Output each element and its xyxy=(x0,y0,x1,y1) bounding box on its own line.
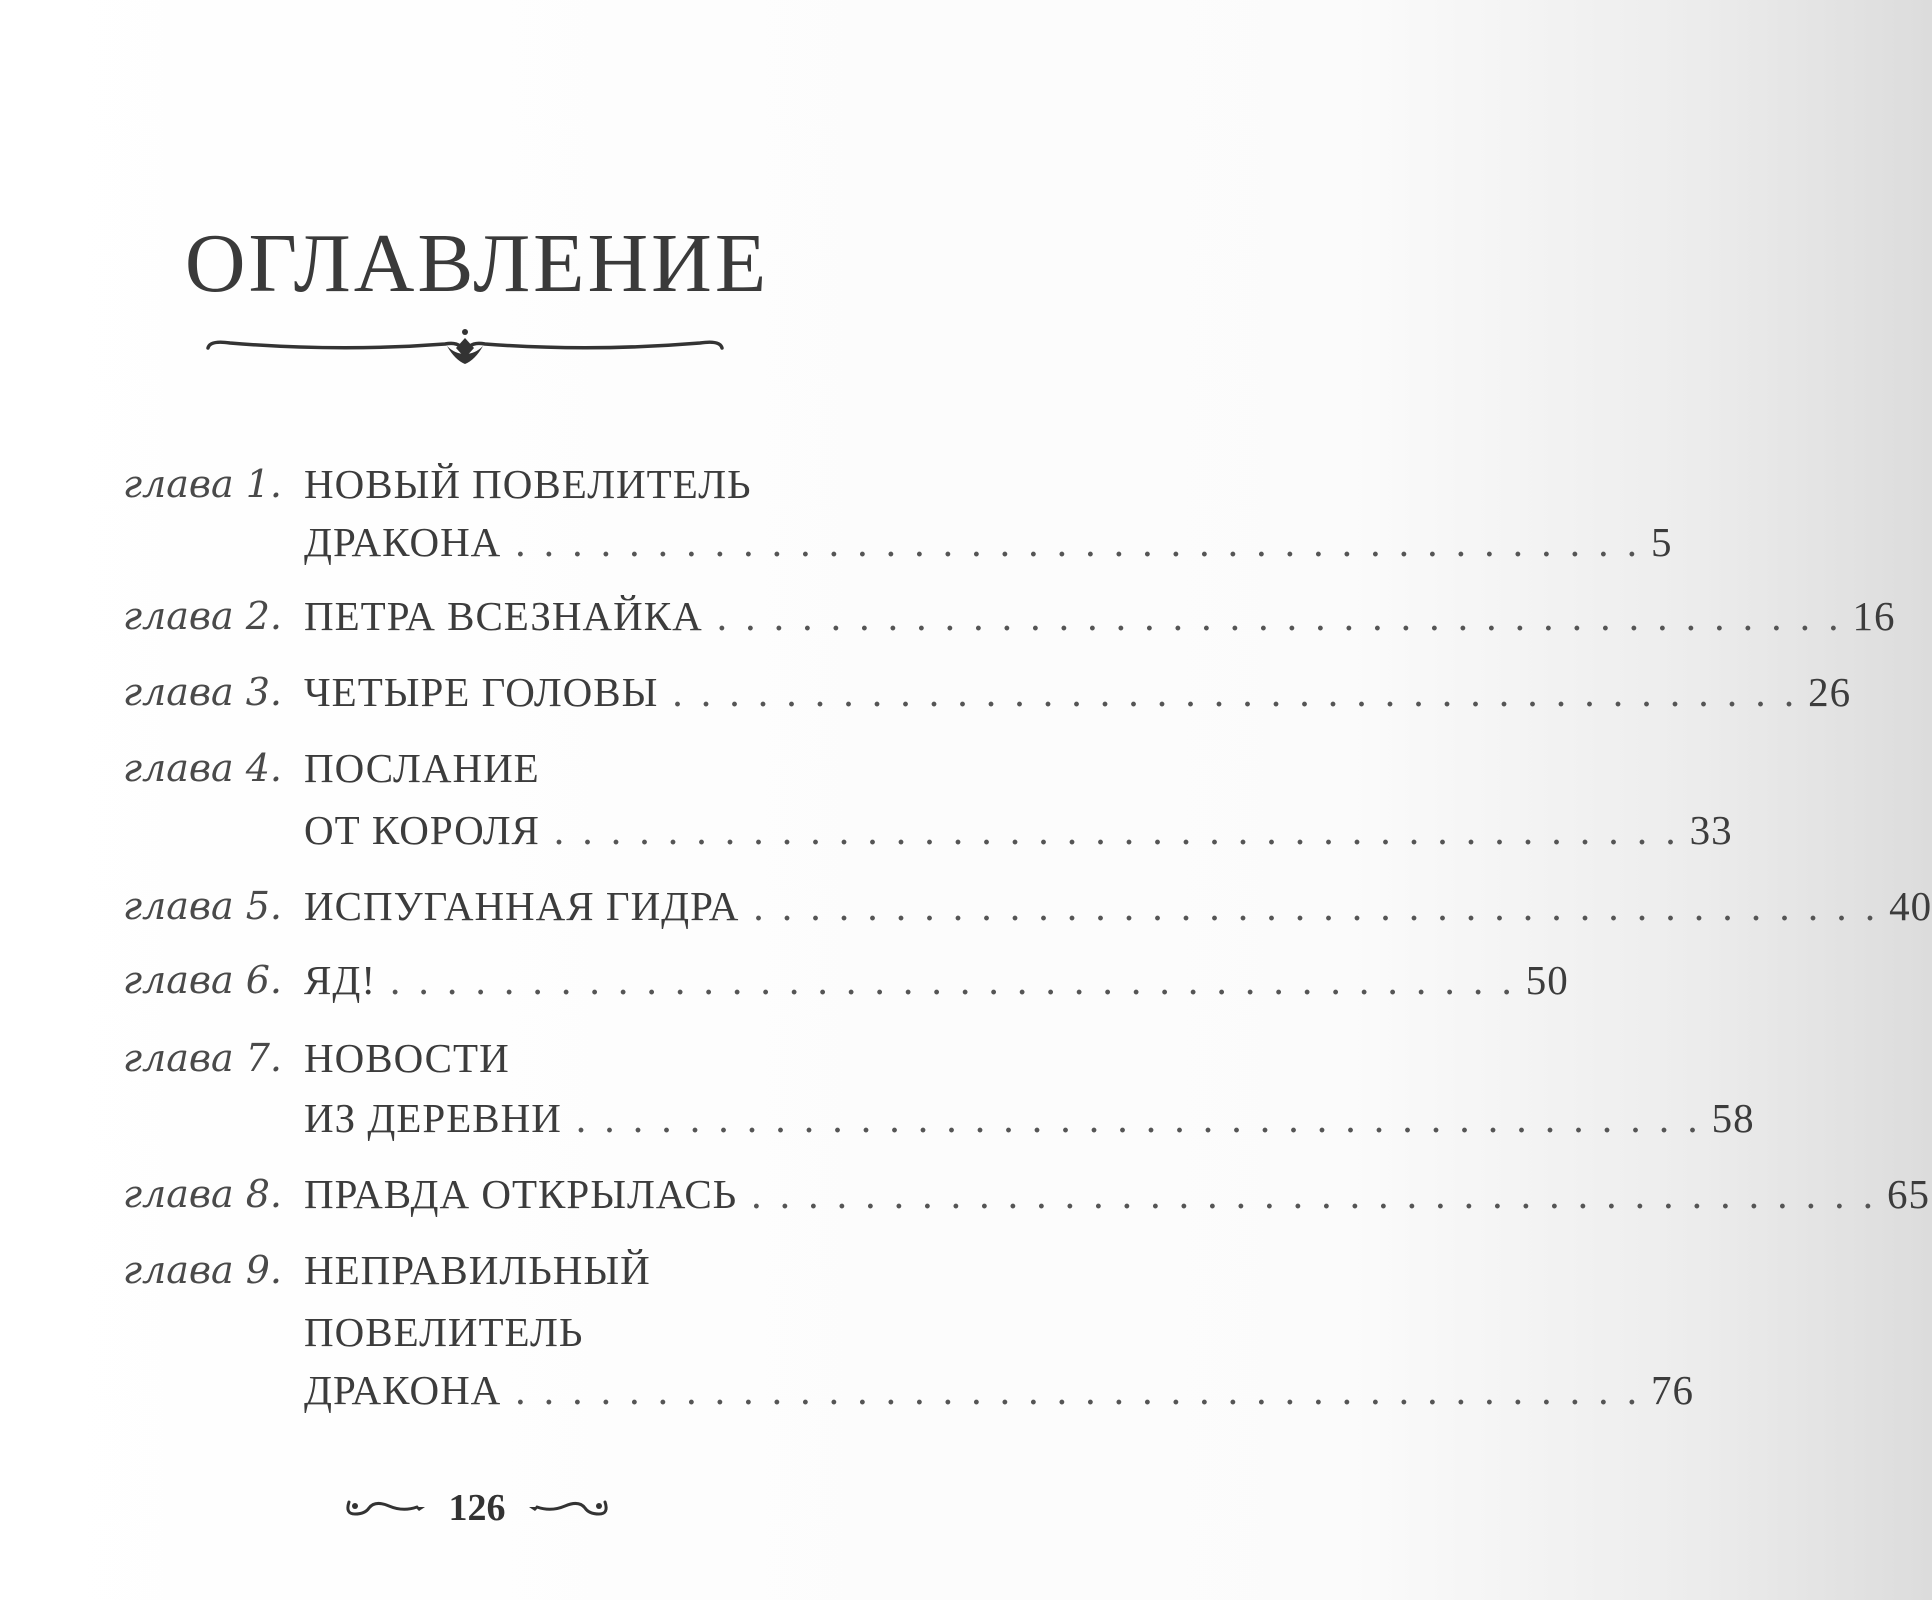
toc-entry-2[interactable] xyxy=(0,586,1896,646)
dot-leader: . . . . . . . . . . . . . . . . . . . . . . . . . . . . . . . . . . . . . . . . xyxy=(515,519,1642,565)
toc-entry-4-end[interactable] xyxy=(0,800,1733,860)
dot-leader: . . . . . . . . . . . . . . . . . . . . . . . . . . . . . . . . . . . . . . . . xyxy=(716,593,1843,639)
toc-entry-1[interactable] xyxy=(0,454,954,514)
chapter-page-number: 50 xyxy=(1525,957,1569,1003)
chapter-page-number: 58 xyxy=(1711,1095,1755,1141)
chapter-page-number: 26 xyxy=(1808,669,1852,715)
chapter-page-number: 33 xyxy=(1689,807,1733,853)
toc-entry-4[interactable] xyxy=(0,738,954,798)
chapter-page-number: 40 xyxy=(1889,883,1932,929)
toc-entry-5[interactable] xyxy=(0,876,1932,936)
chapter-title-line: ПРАВДА ОТКРЫЛАСЬ xyxy=(304,1171,738,1217)
dot-leader: . . . . . . . . . . . . . . . . . . . . . . . . . . . . . . . . . . . . . . . . xyxy=(389,957,1516,1003)
toc-entry-7-end[interactable] xyxy=(0,1088,1755,1148)
chapter-label: глава 5. xyxy=(122,884,282,928)
chapter-title-line: ДРАКОНА xyxy=(304,519,502,565)
chapter-label: глава 9. xyxy=(122,1248,282,1292)
toc-entry-9-line2[interactable] xyxy=(0,1302,954,1362)
left-flourish-ornament xyxy=(345,1496,427,1520)
dot-leader: . . . . . . . . . . . . . . . . . . . . . . . . . . . . . . . . . . . . . . . . xyxy=(515,1367,1642,1413)
chapter-title-line: ЧЕТЫРЕ ГОЛОВЫ xyxy=(304,669,659,715)
right-flourish-ornament xyxy=(527,1496,609,1520)
chapter-title-line: НОВЫЙ ПОВЕЛИТЕЛЬ xyxy=(304,461,752,507)
toc-entry-3[interactable] xyxy=(0,662,1852,722)
chapter-page-number: 76 xyxy=(1651,1367,1695,1413)
chapter-label: глава 4. xyxy=(122,746,282,790)
toc-entry-7[interactable] xyxy=(0,1028,954,1088)
chapter-title-line: ОТ КОРОЛЯ xyxy=(304,807,540,853)
page-number: 126 xyxy=(448,1487,506,1529)
dot-leader: . . . . . . . . . . . . . . . . . . . . . . . . . . . . . . . . . . . . . . . . xyxy=(553,807,1680,853)
page-footer xyxy=(0,1478,954,1538)
toc-entry-6[interactable] xyxy=(0,950,1569,1010)
chapter-page-number: 65 xyxy=(1886,1171,1930,1217)
chapter-label: глава 1. xyxy=(122,462,282,506)
chapter-label: глава 6. xyxy=(122,958,282,1002)
chapter-label: глава 3. xyxy=(122,670,282,714)
chapter-title-line: ИЗ ДЕРЕВНИ xyxy=(304,1095,562,1141)
dot-leader: . . . . . . . . . . . . . . . . . . . . . . . . . . . . . . . . . . . . . . . . xyxy=(672,669,1799,715)
chapter-page-number: 5 xyxy=(1651,519,1673,565)
dot-leader: . . . . . . . . . . . . . . . . . . . . . . . . . . . . . . . . . . . . . . . . xyxy=(575,1095,1702,1141)
chapter-title-line: НЕПРАВИЛЬНЫЙ xyxy=(304,1247,651,1293)
chapter-title-line: ДРАКОНА xyxy=(304,1367,502,1413)
chapter-title-line: НОВОСТИ xyxy=(304,1035,510,1081)
chapter-title-line: ИСПУГАННАЯ ГИДРА xyxy=(304,883,740,929)
chapter-title-line: ЯД! xyxy=(304,957,376,1003)
chapter-label: глава 2. xyxy=(122,594,282,638)
toc-entry-8[interactable] xyxy=(0,1164,1930,1224)
chapter-title-line: ПОСЛАНИЕ xyxy=(304,745,540,791)
chapter-label: глава 8. xyxy=(122,1172,282,1216)
dot-leader: . . . . . . . . . . . . . . . . . . . . . . . . . . . . . . . . . . . . . . . . xyxy=(751,1171,1877,1217)
chapter-title-line: ПЕТРА ВСЕЗНАЙКА xyxy=(304,593,703,639)
chapter-label: глава 7. xyxy=(122,1036,282,1080)
toc-entry-9-end[interactable] xyxy=(0,1360,1695,1420)
title-flourish-ornament xyxy=(200,322,730,370)
page-title: ОГЛАВЛЕНИЕ xyxy=(184,217,770,310)
chapter-page-number: 16 xyxy=(1852,593,1896,639)
dot-leader: . . . . . . . . . . . . . . . . . . . . . . . . . . . . . . . . . . . . . . . . xyxy=(753,883,1880,929)
toc-entry-9[interactable] xyxy=(0,1240,954,1300)
chapter-title-line: ПОВЕЛИТЕЛЬ xyxy=(304,1309,584,1355)
toc-entry-1-end[interactable] xyxy=(0,512,1673,572)
